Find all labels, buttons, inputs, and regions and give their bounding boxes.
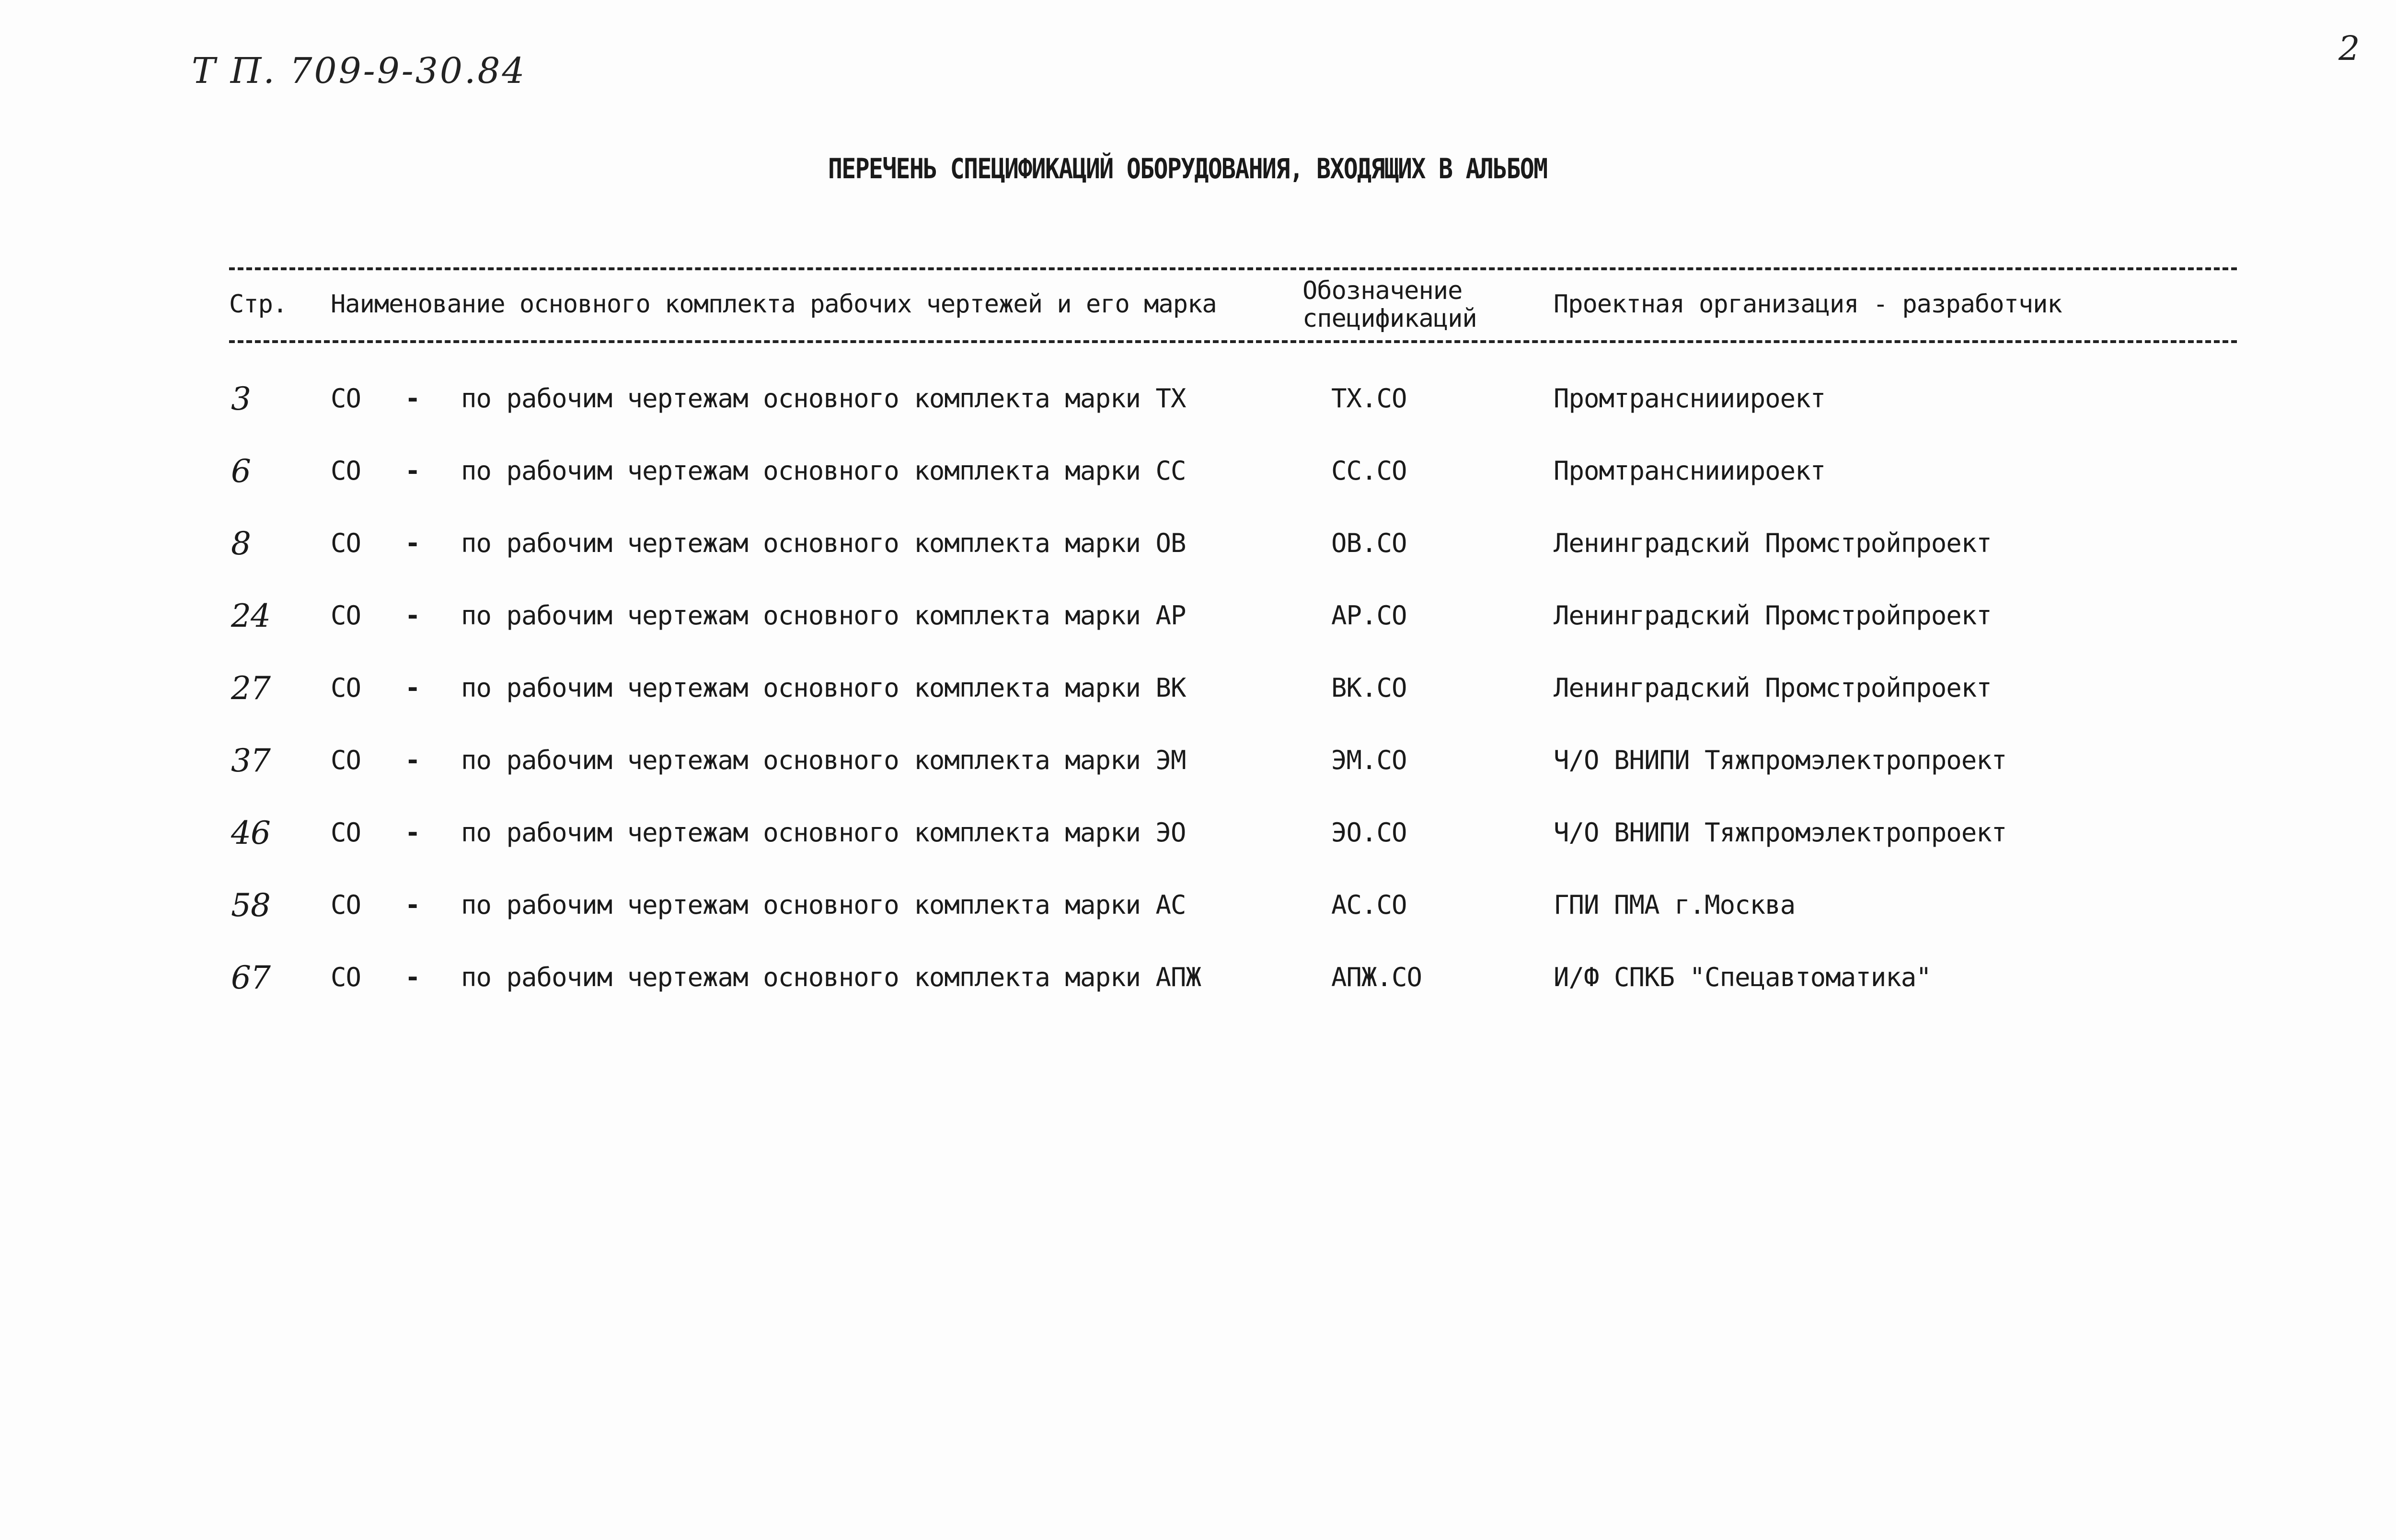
- row-code: СО: [331, 745, 361, 775]
- row-dash: -: [405, 890, 420, 920]
- row-page: 6: [231, 453, 251, 490]
- row-dash: -: [405, 962, 420, 992]
- row-organization: Промтранснииироект: [1554, 383, 1826, 414]
- row-page: 24: [231, 598, 270, 634]
- table-row: [0, 600, 2396, 653]
- row-code: СО: [331, 600, 361, 631]
- row-description: по рабочим чертежам основного комплекта марки ВК: [461, 673, 1186, 703]
- row-page: 3: [231, 380, 251, 417]
- row-dash: -: [405, 745, 420, 775]
- row-code: СО: [331, 890, 361, 920]
- column-header-spec: Обозначение спецификаций: [1302, 276, 1477, 333]
- page-title: ПЕРЕЧЕНЬ СПЕЦИФИКАЦИЙ ОБОРУДОВАНИЯ, ВХОДЯЩИХ В АЛЬБОМ: [828, 152, 1547, 185]
- row-dash: -: [405, 817, 420, 848]
- row-organization: ГПИ ПМА г.Москва: [1554, 890, 1796, 920]
- row-description: по рабочим чертежам основного комплекта марки АС: [461, 890, 1186, 920]
- table-row: [0, 380, 2396, 436]
- row-spec: ТХ.СО: [1331, 383, 1407, 414]
- row-dash: -: [405, 673, 420, 703]
- table-row: [0, 742, 2396, 798]
- table-row: [0, 525, 2396, 581]
- row-spec: АС.СО: [1331, 890, 1407, 920]
- row-page: 46: [231, 815, 270, 851]
- table-top-rule: [229, 267, 2237, 270]
- row-code: СО: [331, 456, 361, 486]
- row-description: по рабочим чертежам основного комплекта марки АР: [461, 600, 1186, 631]
- row-organization: И/Ф СПКБ "Спецавтоматика": [1554, 962, 1931, 992]
- row-code: СО: [331, 673, 361, 703]
- table-row: [0, 453, 2396, 508]
- row-organization: Ленинградский Промстройпроект: [1554, 600, 1992, 631]
- table-row: [0, 887, 2396, 942]
- row-page: 27: [231, 670, 270, 707]
- document-code: Т П. 709-9-30.84: [192, 50, 527, 92]
- row-dash: -: [405, 456, 420, 486]
- table-row: [0, 817, 2396, 870]
- row-spec: АР.СО: [1331, 600, 1407, 631]
- row-code: СО: [331, 383, 361, 414]
- row-spec: ВК.СО: [1331, 673, 1407, 703]
- row-description: по рабочим чертежам основного комплекта марки АПЖ: [461, 962, 1201, 992]
- column-header-page: Стр.: [229, 290, 288, 319]
- row-organization: Ленинградский Промстройпроект: [1554, 673, 1992, 703]
- table-row: [0, 670, 2396, 725]
- row-spec: СС.СО: [1331, 456, 1407, 486]
- row-description: по рабочим чертежам основного комплекта марки СС: [461, 456, 1186, 486]
- row-spec: ОВ.СО: [1331, 528, 1407, 558]
- row-dash: -: [405, 600, 420, 631]
- row-description: по рабочим чертежам основного комплекта марки ТХ: [461, 383, 1186, 414]
- row-description: по рабочим чертежам основного комплекта марки ЭМ: [461, 745, 1186, 775]
- table-header-rule: [229, 340, 2237, 343]
- column-header-org: Проектная организация - разработчик: [1554, 290, 2062, 319]
- row-spec: ЭО.СО: [1331, 817, 1407, 848]
- row-organization: Ленинградский Промстройпроект: [1554, 528, 1992, 558]
- page-number: 2: [2338, 29, 2360, 68]
- row-page: 58: [231, 887, 270, 924]
- row-dash: -: [405, 383, 420, 414]
- row-code: СО: [331, 817, 361, 848]
- row-code: СО: [331, 962, 361, 992]
- row-description: по рабочим чертежам основного комплекта марки ОВ: [461, 528, 1186, 558]
- row-organization: Ч/О ВНИПИ Тяжпромэлектропроект: [1554, 745, 2007, 775]
- table-row: [0, 959, 2396, 1015]
- row-page: 8: [231, 525, 251, 562]
- row-page: 67: [231, 959, 270, 996]
- row-spec: АПЖ.СО: [1331, 962, 1422, 992]
- row-description: по рабочим чертежам основного комплекта марки ЭО: [461, 817, 1186, 848]
- row-organization: Ч/О ВНИПИ Тяжпромэлектропроект: [1554, 817, 2007, 848]
- row-page: 37: [231, 742, 270, 779]
- row-code: СО: [331, 528, 361, 558]
- row-organization: Промтранснииироект: [1554, 456, 1826, 486]
- row-dash: -: [405, 528, 420, 558]
- column-header-name: Наименование основного комплекта рабочих чертежей и его марка: [331, 290, 1217, 319]
- row-spec: ЭМ.СО: [1331, 745, 1407, 775]
